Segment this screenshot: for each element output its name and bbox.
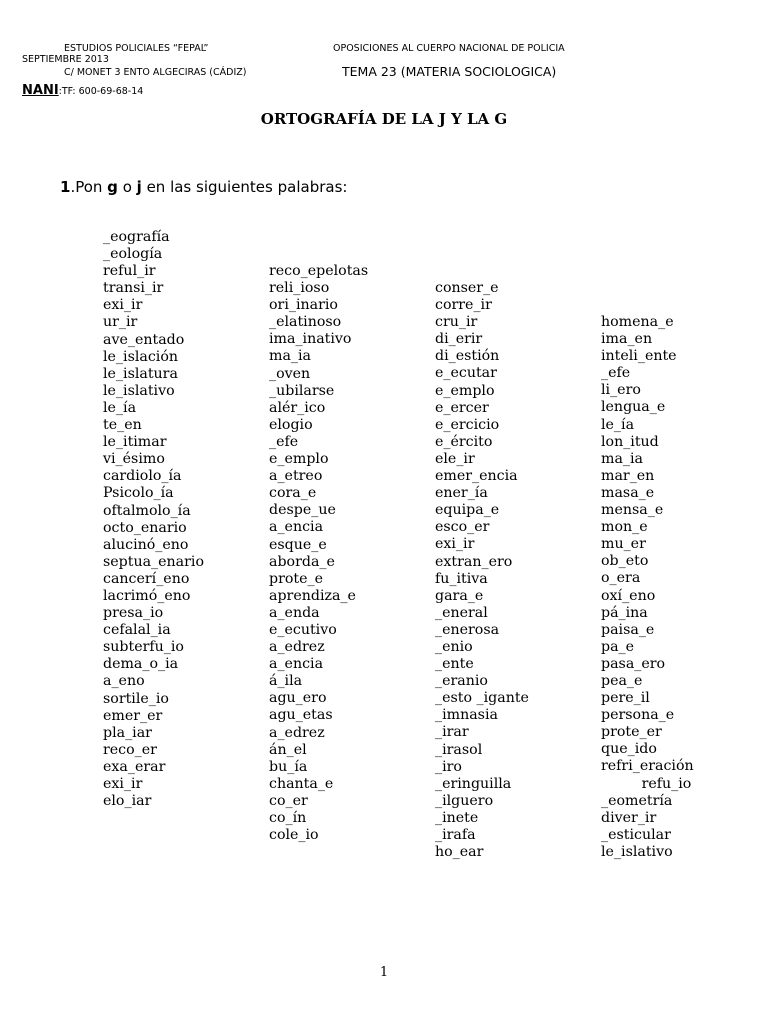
word-item: cole_io bbox=[269, 827, 319, 844]
word-item: prote_e bbox=[269, 570, 323, 587]
word-item: _ilguero bbox=[435, 792, 494, 809]
exercise-number: 1 bbox=[60, 178, 71, 196]
word-item: mar_en bbox=[601, 467, 655, 484]
word-item: mensa_e bbox=[601, 502, 664, 519]
word-item: ori_inario bbox=[269, 297, 338, 314]
word-item: homena_e bbox=[601, 314, 674, 330]
word-item: o_era bbox=[601, 570, 641, 587]
word-column-1 bbox=[103, 229, 204, 810]
word-item: e_ército bbox=[435, 433, 493, 450]
word-item: emer_er bbox=[103, 707, 163, 724]
word-item: octo_enario bbox=[103, 519, 187, 536]
word-item: lon_itud bbox=[601, 433, 659, 450]
word-item: _imnasia bbox=[435, 707, 498, 724]
word-item: cru_ir bbox=[435, 314, 478, 331]
word-item: di_estión bbox=[435, 348, 500, 365]
word-item: _enio bbox=[435, 638, 473, 655]
word-item: sortile_io bbox=[103, 690, 169, 707]
word-item: te_en bbox=[103, 417, 142, 434]
school-name: ESTUDIOS POLICIALES “FEPAL” bbox=[64, 43, 209, 54]
word-item: le_islatura bbox=[103, 365, 178, 382]
word-item: le_islación bbox=[103, 348, 179, 365]
word-item: pasa_ero bbox=[601, 655, 666, 672]
word-item: dema_o_ia bbox=[103, 656, 179, 673]
word-item: exi_ir bbox=[435, 536, 475, 553]
word-column-2 bbox=[269, 263, 368, 844]
word-item: aprendiza_e bbox=[269, 587, 356, 604]
word-item: _inete bbox=[435, 809, 479, 826]
word-item: pá_ina bbox=[601, 604, 648, 621]
word-item: corre_ir bbox=[435, 297, 492, 314]
word-item: le_ía bbox=[601, 416, 635, 433]
contact-line bbox=[22, 79, 143, 98]
word-item: ima_en bbox=[601, 331, 653, 348]
word-item: esco_er bbox=[435, 519, 490, 536]
word-item: _irafa bbox=[435, 827, 476, 843]
word-item: emer_encia bbox=[435, 468, 518, 485]
page-number: 1 bbox=[379, 965, 389, 980]
word-item: mu_er bbox=[601, 536, 646, 553]
letter-j: j bbox=[136, 178, 142, 196]
word-item: _ente bbox=[435, 656, 474, 673]
word-item: esque_e bbox=[269, 536, 327, 553]
word-item: refu_io bbox=[601, 775, 692, 792]
word-item: transi_ir bbox=[103, 280, 164, 297]
word-item: _eringuilla bbox=[435, 775, 512, 792]
word-item: agu_etas bbox=[269, 707, 333, 724]
word-item: a_eno bbox=[103, 673, 145, 690]
word-item: le_islativo bbox=[103, 382, 175, 399]
word-item: a_encia bbox=[269, 656, 324, 673]
word-item: cancerí_eno bbox=[103, 570, 190, 587]
word-item: equipa_e bbox=[435, 502, 500, 519]
word-item: án_el bbox=[269, 741, 307, 758]
word-item: a_enda bbox=[269, 604, 320, 621]
word-item: despe_ue bbox=[269, 502, 336, 519]
word-item: mon_e bbox=[601, 519, 648, 536]
word-item: pla_iar bbox=[103, 724, 152, 741]
instruction-post: en las siguientes palabras: bbox=[141, 178, 348, 196]
word-item: ima_inativo bbox=[269, 331, 352, 348]
word-item: exi_ir bbox=[103, 297, 143, 314]
page-title: ORTOGRAFÍA DE LA J Y LA G bbox=[260, 110, 508, 128]
word-item: pa_e bbox=[601, 638, 635, 655]
word-item: _elatinoso bbox=[269, 314, 342, 331]
date-line: SEPTIEMBRE 2013 bbox=[22, 54, 109, 65]
word-item: agu_ero bbox=[269, 690, 327, 707]
word-item: alér_ico bbox=[269, 399, 326, 416]
word-item: pere_il bbox=[601, 690, 650, 707]
word-item: reful_ir bbox=[103, 263, 156, 280]
word-item: presa_io bbox=[103, 605, 164, 622]
word-item: _irar bbox=[435, 724, 469, 741]
word-item: co_ín bbox=[269, 810, 307, 826]
word-item: ho_ear bbox=[435, 844, 484, 861]
word-item: le_islativo bbox=[601, 843, 673, 860]
word-item: a_etreo bbox=[269, 468, 323, 485]
word-item: subterfu_io bbox=[103, 639, 184, 656]
word-item: di_erir bbox=[435, 331, 483, 348]
word-item: _efe bbox=[601, 365, 631, 382]
word-item: le_itimar bbox=[103, 434, 167, 451]
word-item: cora_e bbox=[269, 485, 317, 502]
word-item: extran_ero bbox=[435, 553, 513, 570]
word-item: _eografía bbox=[103, 229, 170, 245]
word-item: e_ecutivo bbox=[269, 621, 337, 638]
word-item: ele_ir bbox=[435, 450, 475, 467]
word-item: Psicolo_ía bbox=[103, 485, 174, 502]
word-item: cardiolo_ía bbox=[103, 468, 182, 485]
word-item: conser_e bbox=[435, 280, 499, 296]
word-column-3 bbox=[435, 280, 529, 861]
word-item: _efe bbox=[269, 433, 299, 450]
word-item: chanta_e bbox=[269, 775, 334, 792]
topic-line: TEMA 23 (MATERIA SOCIOLOGICA) bbox=[342, 64, 557, 79]
word-item: ma_ia bbox=[269, 348, 312, 365]
word-item: reco_er bbox=[103, 741, 157, 758]
word-item: inteli_ente bbox=[601, 348, 677, 365]
word-item: masa_e bbox=[601, 484, 655, 501]
word-item: á_ila bbox=[269, 673, 303, 690]
word-item: vi_ésimo bbox=[103, 451, 165, 468]
word-item: e_emplo bbox=[435, 382, 495, 399]
address-line: C/ MONET 3 ENTO ALGECIRAS (CÁDIZ) bbox=[64, 67, 247, 78]
word-item: reli_ioso bbox=[269, 280, 330, 297]
word-item: gara_e bbox=[435, 587, 484, 604]
word-item: exi_ir bbox=[103, 776, 143, 792]
word-item: exa_erar bbox=[103, 758, 166, 775]
word-item: le_ía bbox=[103, 399, 137, 416]
letter-g: g bbox=[107, 178, 118, 196]
word-item: que_ido bbox=[601, 741, 657, 758]
word-item: _irasol bbox=[435, 741, 483, 758]
word-item: ur_ir bbox=[103, 314, 138, 331]
word-item: _esto _igante bbox=[435, 690, 529, 707]
word-item: e_ercicio bbox=[435, 416, 500, 433]
word-item: pea_e bbox=[601, 672, 643, 689]
word-item: _eometría bbox=[601, 792, 673, 809]
word-item: e_emplo bbox=[269, 451, 329, 468]
word-item: co_er bbox=[269, 792, 308, 809]
word-item: e_ercer bbox=[435, 399, 489, 416]
word-item: ener_ía bbox=[435, 485, 488, 502]
word-item: _ubilarse bbox=[269, 382, 335, 399]
word-item: diver_ir bbox=[601, 809, 657, 826]
word-item: li_ero bbox=[601, 382, 641, 399]
word-item: septua_enario bbox=[103, 553, 205, 570]
word-item: ma_ia bbox=[601, 450, 644, 467]
instruction-or: o bbox=[117, 178, 137, 196]
phone-number: :TF: 600-69-68-14 bbox=[58, 86, 144, 97]
word-item: refri_eración bbox=[601, 758, 694, 775]
word-item: elogio bbox=[269, 416, 313, 433]
word-item: _iro bbox=[435, 758, 462, 775]
word-item: bu_ía bbox=[269, 758, 308, 775]
word-item: persona_e bbox=[601, 707, 675, 724]
word-item: oxí_eno bbox=[601, 587, 656, 604]
word-item: a_edrez bbox=[269, 639, 325, 656]
word-item: _oven bbox=[269, 365, 311, 382]
word-item: _enerosa bbox=[435, 621, 500, 638]
word-item: fu_itiva bbox=[435, 570, 488, 587]
word-item: _eneral bbox=[435, 604, 488, 621]
word-item: ave_entado bbox=[103, 331, 185, 348]
word-item: ob_eto bbox=[601, 553, 649, 570]
instruction bbox=[60, 178, 347, 196]
word-item: lengua_e bbox=[601, 399, 666, 416]
word-item: oftalmolo_ía bbox=[103, 502, 191, 519]
word-item: lacrimó_eno bbox=[103, 587, 191, 604]
word-item: _eranio bbox=[435, 673, 488, 690]
word-item: _esticular bbox=[601, 826, 671, 843]
word-item: paisa_e bbox=[601, 621, 655, 638]
word-column-4 bbox=[601, 314, 694, 861]
word-item: cefalal_ia bbox=[103, 622, 171, 639]
word-item: reco_epelotas bbox=[269, 263, 369, 279]
nani-label: NANI bbox=[22, 83, 59, 98]
exam-name: OPOSICIONES AL CUERPO NACIONAL DE POLICIA bbox=[333, 43, 565, 54]
instruction-pre: .Pon bbox=[70, 178, 108, 196]
word-item: a_encia bbox=[269, 519, 324, 536]
word-item: _eología bbox=[103, 246, 163, 263]
word-item: prote_er bbox=[601, 724, 662, 741]
word-item: e_ecutar bbox=[435, 365, 497, 382]
word-item: elo_iar bbox=[103, 793, 152, 810]
word-item: aborda_e bbox=[269, 553, 335, 570]
word-item: alucinó_eno bbox=[103, 536, 189, 553]
word-item: a_edrez bbox=[269, 724, 325, 741]
